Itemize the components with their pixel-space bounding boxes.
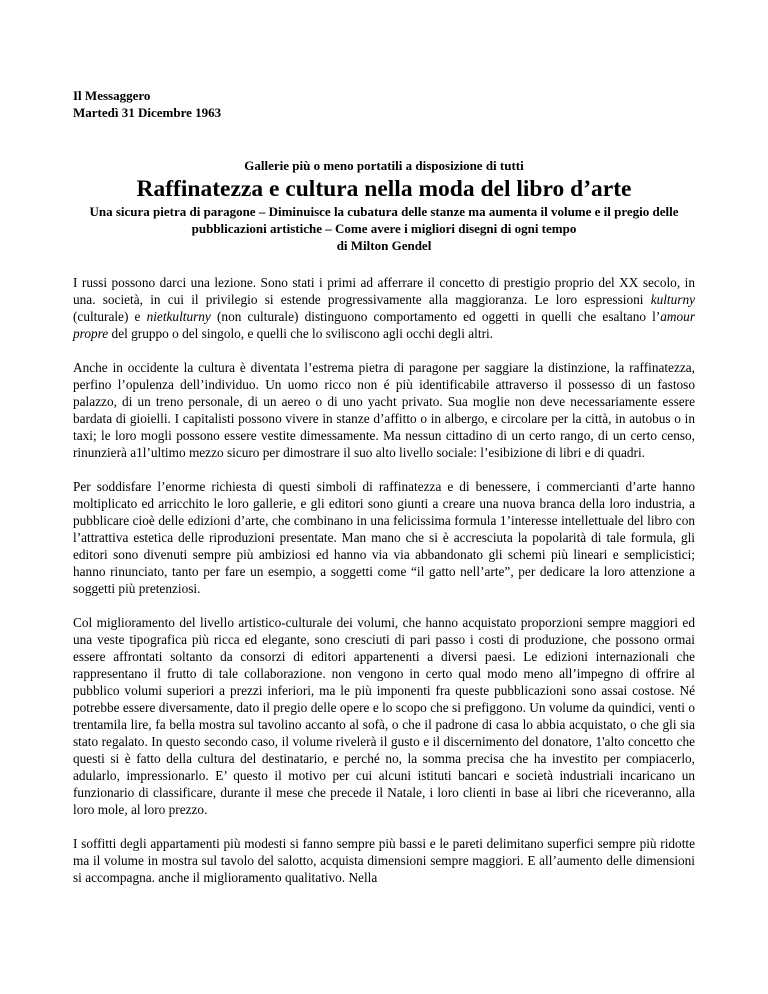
subhead-text: Una sicura pietra di paragone – Diminuisce la cubatura delle stanze ma aumenta il volume e il pregio delle pubblicazioni artistiche – Come avere i migliori disegni di ogni tempo [89, 204, 679, 236]
byline: di Milton Gendel [336, 238, 432, 253]
paragraph-3: Per soddisfare l’enorme richiesta di questi simboli di raffinatezza e di benessere, i commercianti d’arte hanno moltiplicato ed arricchito le loro gallerie, e gli editori sono giunti a creare una nuova branca della loro industria, a pubblicare cioè delle edizioni d’arte, che combinano in una felicissima formula 1’interesse intellettuale del libro con l’attrattiva estetica delle riproduzioni presentate. Man mano che si è accresciuta la popolarità di tale formula, gli editori sono divenuti sempre più ambiziosi ed hanno via via abbandonato gli schemi più lineari e semplicistici; hanno rinunciato, tanto per fare un esempio, a soggetti come “il gatto nell’arte”, per dedicare la loro attenzione a soggetti più pretenziosi. [73, 479, 695, 596]
article-headline: Raffinatezza e cultura nella moda del libro d’arte [136, 176, 632, 202]
italic-term-kulturny: kulturny [650, 292, 695, 307]
publication-date: Martedì 31 Dicembre 1963 [73, 105, 222, 120]
article-body [73, 274, 695, 886]
newspaper-name: Il Messaggero [73, 88, 151, 103]
masthead [73, 87, 695, 121]
paragraph-2: Anche in occidente la cultura è diventata l’estrema pietra di paragone per saggiare la distinzione, la raffinatezza, perfino l’opulenza dell’individuo. Un uomo ricco non é più identificabile attraverso il possesso di un fastoso palazzo, di un treno personale, di un aereo o di uno yacht privato. Sua moglie non deve necessariamente essere bardata di gioielli. I capitalisti possono vivere in stanze d’affitto o in albergo, e circolare per la città, in autobus o in taxi; le loro mogli possono essere vestite dimessamente. Ma nessun cittadino di un certo rango, di un certo censo, rinunzierà a1l’ultimo mezzo sicuro per dimostrare il suo alto livello sociale: l’esibizione di libri e di quadri. [73, 360, 695, 460]
document-page [73, 87, 695, 903]
article-subhead [73, 203, 695, 254]
italic-term-nietkulturny: nietkulturny [146, 309, 211, 324]
paragraph-5: I soffitti degli appartamenti più modesti si fanno sempre più bassi e le pareti delimitano superfici sempre più ridotte ma il volume in mostra sul tavolo del salotto, acquista dimensioni sempre maggiori. E all’aumento delle dimensioni si accompagna. anche il miglioramento qualitativo. Nella [73, 836, 695, 885]
italic-term-amour-propre: amour propre [73, 309, 696, 341]
article-kicker: Gallerie più o meno portatili a disposizione di tutti [244, 158, 524, 173]
paragraph-4: Col miglioramento del livello artistico-culturale dei volumi, che hanno acquistato proporzioni sempre maggiori ed una veste tipografica più ricca ed elegante, sono cresciuti di pari passo i costi di produzione, che possono ormai essere affrontati soltanto da consorzi di editori appartenenti a diversi paesi. Le edizioni internazionali che rappresentano il frutto di tale collaborazione. non vengono in certo qual modo meno all’impegno di offrire al pubblico volumi superiori a prezzi inferiori, ma le più imponenti fra queste pubblicazioni sono assai costose. Né potrebbe essere diversamente, dato il pregio delle opere e lo scopo che si prefiggono. Un volume da quindici, venti o trentamila lire, fa bella mostra sul tavolino accanto al sofà, o che il padrone di casa lo abbia acquistato, o che gli sia stato regalato. In questo secondo caso, il volume rivelerà il gusto e il discernimento del donatore, 1'alto concetto che questi si è fatto della cultura del destinatario, e perché no, la somma precisa che ha investito per compiacerlo, adularlo, impressionarlo. E’ questo il motivo per cui alcuni istituti bancari e società industriali incaricano un funzionario di classificare, durante il mese che precede il Natale, i loro clienti in base ai libri che riceveranno, alla loro mole, al loro prezzo. [73, 615, 695, 817]
paragraph-1: I russi possono darci una lezione. Sono stati i primi ad afferrare il concetto di prestigio proprio del XX secolo, in una. società, in cui il privilegio si estende progressivamente alla maggioranza. Le loro espressioni kulturny (culturale) e nietkulturny (non culturale) distinguono comportamento ed oggetti in quelli che esaltano l’amour propre del gruppo o del singolo, e quelli che lo sviliscono agli occhi degli altri. [73, 275, 696, 341]
